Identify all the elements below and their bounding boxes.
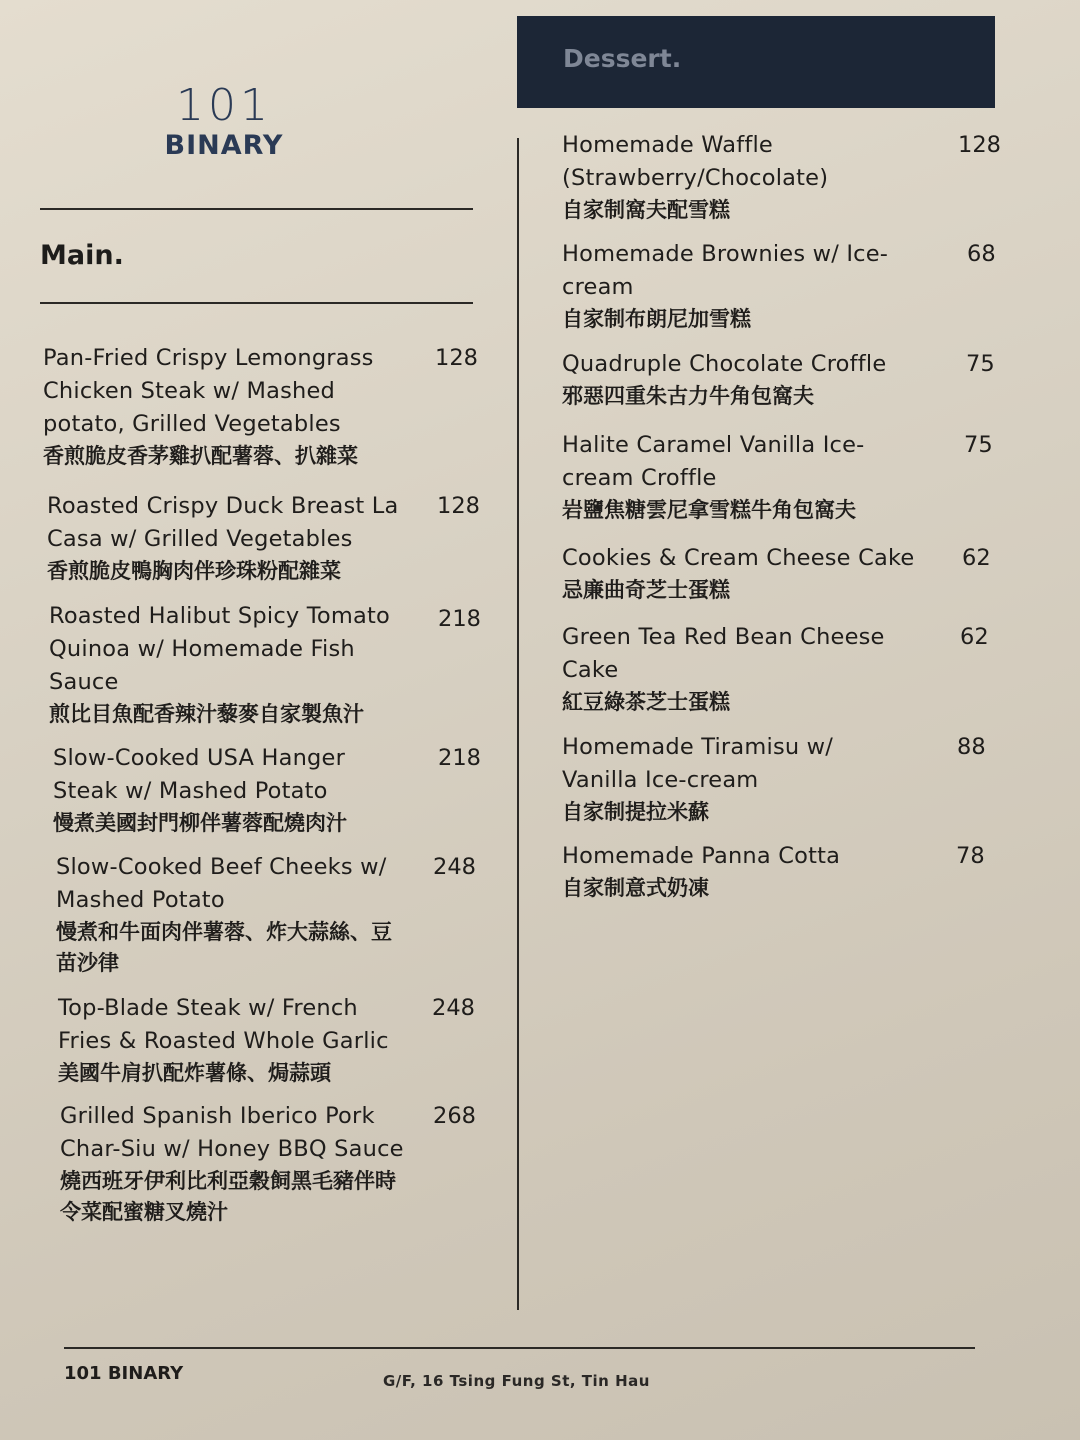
main-item-price: 128 — [437, 493, 480, 519]
dessert-item-name: Homemade Panna Cotta — [562, 843, 841, 869]
dessert-header-band — [517, 16, 995, 108]
main-item-price: 218 — [438, 745, 481, 771]
column-divider — [517, 138, 519, 1310]
footer-rule — [64, 1347, 975, 1349]
dessert-item-price: 62 — [962, 545, 991, 571]
dessert-item-name: Cookies & Cream Cheese Cake — [562, 545, 915, 571]
dessert-item-name: Halite Caramel Vanilla Ice-cream Croffle — [562, 432, 865, 491]
main-menu-item — [58, 992, 418, 1089]
main-menu-item — [56, 851, 406, 979]
dessert-menu-item — [562, 621, 922, 718]
dessert-menu-item — [562, 238, 937, 335]
main-item-name: Roasted Halibut Spicy Tomato Quinoa w/ Homemade Fish Sauce — [49, 603, 390, 695]
dessert-menu-item — [562, 129, 902, 226]
main-item-chinese-name: 慢煮美國封門柳伴薯蓉配燒肉汁 — [53, 811, 347, 835]
dessert-item-chinese-name: 岩鹽焦糖雲尼拿雪糕牛角包窩夫 — [562, 498, 856, 522]
dessert-section-title: Dessert. — [563, 44, 682, 73]
dessert-item-chinese-name: 邪惡四重朱古力牛角包窩夫 — [562, 384, 814, 408]
dessert-item-price: 75 — [964, 432, 993, 458]
dessert-menu-item — [562, 840, 892, 904]
main-menu-item — [53, 742, 383, 839]
logo-mark: 101 — [176, 80, 272, 131]
main-item-chinese-name: 慢煮和牛面肉伴薯蓉、炸大蒜絲、豆苗沙律 — [56, 920, 392, 975]
main-item-price: 268 — [433, 1103, 476, 1129]
main-item-price: 248 — [433, 854, 476, 880]
dessert-item-chinese-name: 自家制布朗尼加雪糕 — [562, 307, 751, 331]
main-item-name: Grilled Spanish Iberico Pork Char-Siu w/ Honey BBQ Sauce — [60, 1103, 404, 1162]
footer-address: G/F, 16 Tsing Fung St, Tin Hau — [383, 1372, 650, 1390]
main-item-chinese-name: 美國牛肩扒配炸薯條、焗蒜頭 — [58, 1061, 331, 1085]
logo-wordmark: BINARY — [164, 130, 284, 161]
main-item-name: Top-Blade Steak w/ French Fries & Roasted Whole Garlic — [58, 995, 389, 1054]
main-item-name: Roasted Crispy Duck Breast La Casa w/ Grilled Vegetables — [47, 493, 399, 552]
main-item-chinese-name: 香煎脆皮鴨胸肉伴珍珠粉配雜菜 — [47, 559, 341, 583]
main-item-chinese-name: 香煎脆皮香茅雞扒配薯蓉、扒雜菜 — [43, 444, 358, 468]
dessert-menu-item — [562, 731, 892, 828]
dessert-item-chinese-name: 紅豆綠茶芝士蛋糕 — [562, 690, 730, 714]
main-item-price: 248 — [432, 995, 475, 1021]
dessert-item-price: 62 — [960, 624, 989, 650]
main-menu-item — [43, 342, 418, 472]
main-item-name: Slow-Cooked USA Hanger Steak w/ Mashed Potato — [53, 745, 346, 804]
dessert-item-price: 78 — [956, 843, 985, 869]
main-section-title: Main. — [40, 240, 124, 271]
dessert-item-price: 128 — [958, 132, 1001, 158]
dessert-item-price: 68 — [967, 241, 996, 267]
dessert-item-price: 75 — [966, 351, 995, 377]
dessert-item-price: 88 — [957, 734, 986, 760]
footer-brand-name: 101 BINARY — [64, 1363, 184, 1384]
main-menu-item — [47, 490, 425, 587]
main-item-price: 218 — [438, 606, 481, 632]
restaurant-logo — [160, 80, 288, 162]
dessert-item-chinese-name: 自家制意式奶凍 — [562, 876, 709, 900]
main-menu-item — [60, 1100, 415, 1228]
dessert-item-name: Homemade Tiramisu w/ Vanilla Ice-cream — [562, 734, 834, 793]
dessert-menu-item — [562, 542, 952, 606]
dessert-item-chinese-name: 自家制窩夫配雪糕 — [562, 198, 730, 222]
main-item-price: 128 — [435, 345, 478, 371]
dessert-item-chinese-name: 忌廉曲奇芝士蛋糕 — [562, 578, 730, 602]
main-item-name: Pan-Fried Crispy Lemongrass Chicken Steak w/ Mashed potato, Grilled Vegetables — [43, 345, 374, 437]
main-top-rule — [40, 208, 473, 210]
dessert-item-name: Homemade Brownies w/ Ice-cream — [562, 241, 889, 300]
main-bottom-rule — [40, 302, 473, 304]
dessert-item-name: Homemade Waffle (Strawberry/Chocolate) — [562, 132, 829, 191]
main-menu-item — [49, 600, 425, 730]
dessert-item-chinese-name: 自家制提拉米蘇 — [562, 800, 709, 824]
dessert-menu-item — [562, 348, 942, 412]
dessert-item-name: Quadruple Chocolate Croffle — [562, 351, 887, 377]
main-item-chinese-name: 煎比目魚配香辣汁藜麥自家製魚汁 — [49, 702, 364, 726]
dessert-menu-item — [562, 429, 917, 526]
main-item-name: Slow-Cooked Beef Cheeks w/ Mashed Potato — [56, 854, 387, 913]
main-item-chinese-name: 燒西班牙伊利比利亞穀飼黑毛豬伴時令菜配蜜糖叉燒汁 — [60, 1169, 396, 1224]
dessert-item-name: Green Tea Red Bean Cheese Cake — [562, 624, 885, 683]
